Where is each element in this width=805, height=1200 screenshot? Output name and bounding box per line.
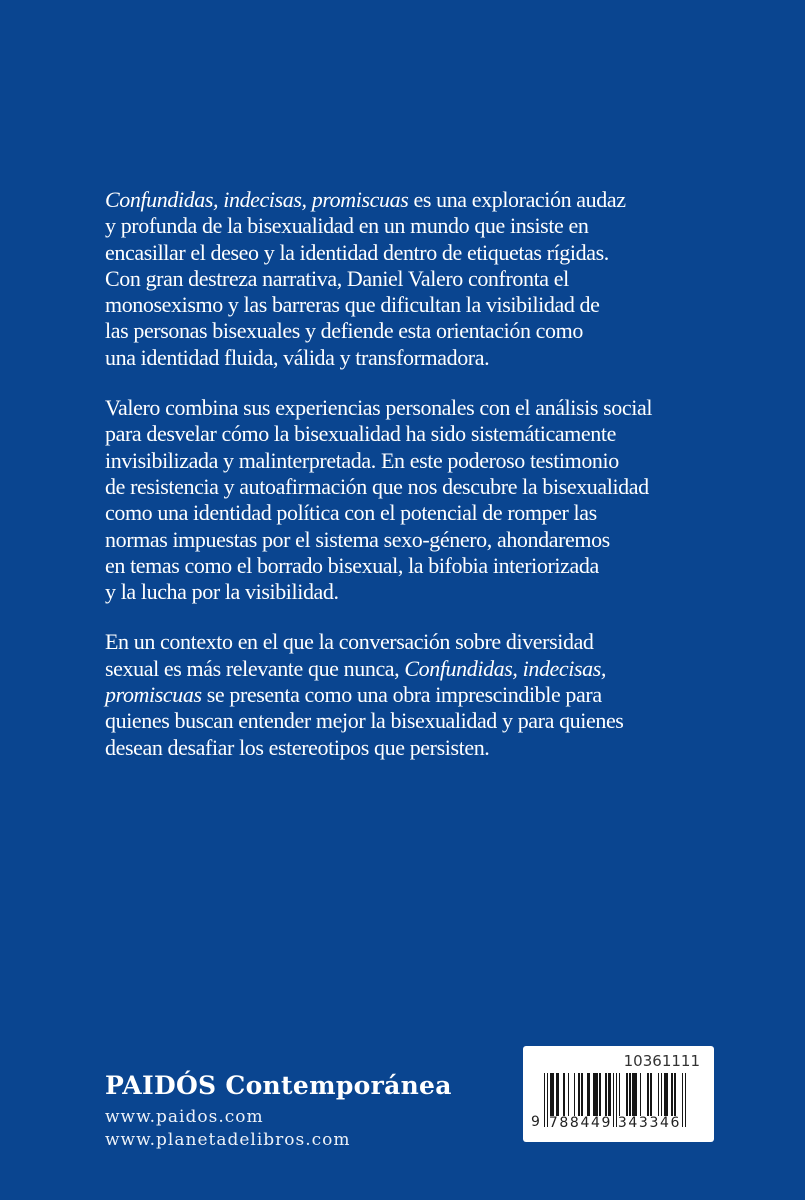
synopsis-line [105,421,725,447]
synopsis-text: como una identidad política con el potencial de romper las [105,500,597,526]
synopsis-text: quienes buscan entender mejor la bisexualidad y para quienes [105,708,624,734]
synopsis-line [105,213,725,239]
synopsis-line [105,527,725,553]
book-title-inline: Confundidas, indecisas, [404,655,607,681]
barcode-panel [523,1046,714,1142]
barcode-bar [610,1073,612,1117]
synopsis-line [105,345,725,371]
barcode-bar [629,1073,631,1117]
synopsis-text: se presenta como una obra imprescindible para [201,682,602,708]
synopsis-line [105,448,725,474]
barcode-bar [635,1073,637,1117]
barcode-bar [685,1073,687,1127]
barcode-bar [557,1073,559,1117]
synopsis-text: las personas bisexuales y defiende esta orientación como [105,318,583,344]
barcode-bar [640,1073,642,1117]
barcode-bar [550,1073,552,1117]
synopsis-line [105,629,725,655]
synopsis-line [105,708,725,734]
synopsis-line [105,579,725,605]
synopsis-paragraph [105,629,725,760]
ean13-barcode [523,1072,714,1130]
synopsis-paragraph [105,187,725,371]
barcode-bar [671,1073,673,1117]
synopsis-line [105,656,725,682]
synopsis-line [105,553,725,579]
barcode-bar [595,1073,597,1117]
barcode-bar [563,1073,565,1117]
synopsis-text: Con gran destreza narrativa, Daniel Valero confronta el [105,265,569,291]
barcode-bar [665,1073,667,1117]
synopsis-line [105,318,725,344]
barcode-bar [596,1073,598,1117]
synopsis-text: normas impuestas por el sistema sexo-género, ahondaremos [105,526,610,552]
barcode-bar [634,1073,636,1117]
barcode-bar [667,1073,669,1117]
synopsis-line [105,474,725,500]
barcode-bar [587,1073,589,1117]
book-title-inline: promiscuas [105,682,202,708]
imprint-name: PAIDÓS Contemporánea [105,1071,452,1100]
synopsis-line [105,682,725,708]
synopsis-text: encasillar el deseo y la identidad dentro de etiquetas rígidas. [105,239,609,265]
synopsis-text: de resistencia y autoafirmación que nos descubre la bisexualidad [105,473,649,499]
synopsis-line [105,395,725,421]
book-title-inline: Confundidas, indecisas, promiscuas [105,187,409,212]
barcode-bar [647,1073,649,1117]
synopsis-text: desean desafiar los estereotipos que persisten. [105,734,490,760]
barcode-bar [593,1073,595,1117]
synopsis-line [105,187,725,213]
barcode-bar [632,1073,634,1117]
barcode-bar [581,1073,583,1117]
synopsis-line [105,500,725,526]
barcode-bar [599,1073,601,1117]
barcode-bar [661,1073,663,1117]
barcode-bar [664,1073,666,1117]
barcode-bar [605,1073,607,1117]
synopsis-text: y profunda de la bisexualidad en un mundo que insiste en [105,213,589,239]
barcode-bar [544,1073,546,1127]
synopsis-paragraph [105,395,725,605]
barcode-bar [608,1073,610,1117]
synopsis-text: invisibilizada y malinterpretada. En este poderoso testimonio [105,447,619,473]
synopsis-text: una identidad fluida, válida y transformadora. [105,344,490,370]
barcode-bar [574,1073,576,1117]
publisher-footer [105,1071,452,1151]
synopsis-text: es una exploración audaz [408,187,626,212]
barcode-bar [613,1073,615,1127]
synopsis-line [105,292,725,318]
synopsis-line [105,240,725,266]
synopsis-text: y la lucha por la visibilidad. [105,579,339,605]
publisher-url-planetadelibros: www.planetadelibros.com [105,1129,351,1150]
publisher-url-paidos: www.paidos.com [105,1107,264,1127]
synopsis-text: monosexismo y las barreras que dificultan la visibilidad de [105,292,600,318]
synopsis-text: en temas como el borrado bisexual, la bifobia interiorizada [105,552,599,578]
barcode-bar [626,1073,628,1117]
synopsis [105,187,725,785]
synopsis-text: sexual es más relevante que nunca, [105,655,405,681]
synopsis-line [105,735,725,761]
barcode-bar [674,1073,676,1117]
barcode-bar [568,1073,570,1117]
synopsis-line [105,266,725,292]
barcode-bar [682,1073,684,1127]
barcode-bar [658,1073,660,1117]
barcode-bars [544,1073,687,1130]
synopsis-text: En un contexto en el que la conversación sobre diversidad [105,629,594,655]
synopsis-text: Valero combina sus experiencias personales con el análisis social [105,395,653,421]
barcode-bar [556,1073,558,1117]
ean-leading-digit: 9 [531,1114,540,1130]
barcode-bar [551,1073,553,1117]
barcode-bar [650,1073,652,1117]
synopsis-text: para desvelar cómo la bisexualidad ha sido sistemáticamente [105,421,616,447]
barcode-bar [553,1073,555,1117]
ean-right-digits: 343346 [617,1115,681,1131]
barcode-bar [589,1073,591,1117]
ean-left-digits: 788449 [548,1115,612,1131]
barcode-bar [578,1073,580,1117]
barcode-bar [619,1073,621,1117]
barcode-reference-number: 10361111 [623,1052,700,1070]
